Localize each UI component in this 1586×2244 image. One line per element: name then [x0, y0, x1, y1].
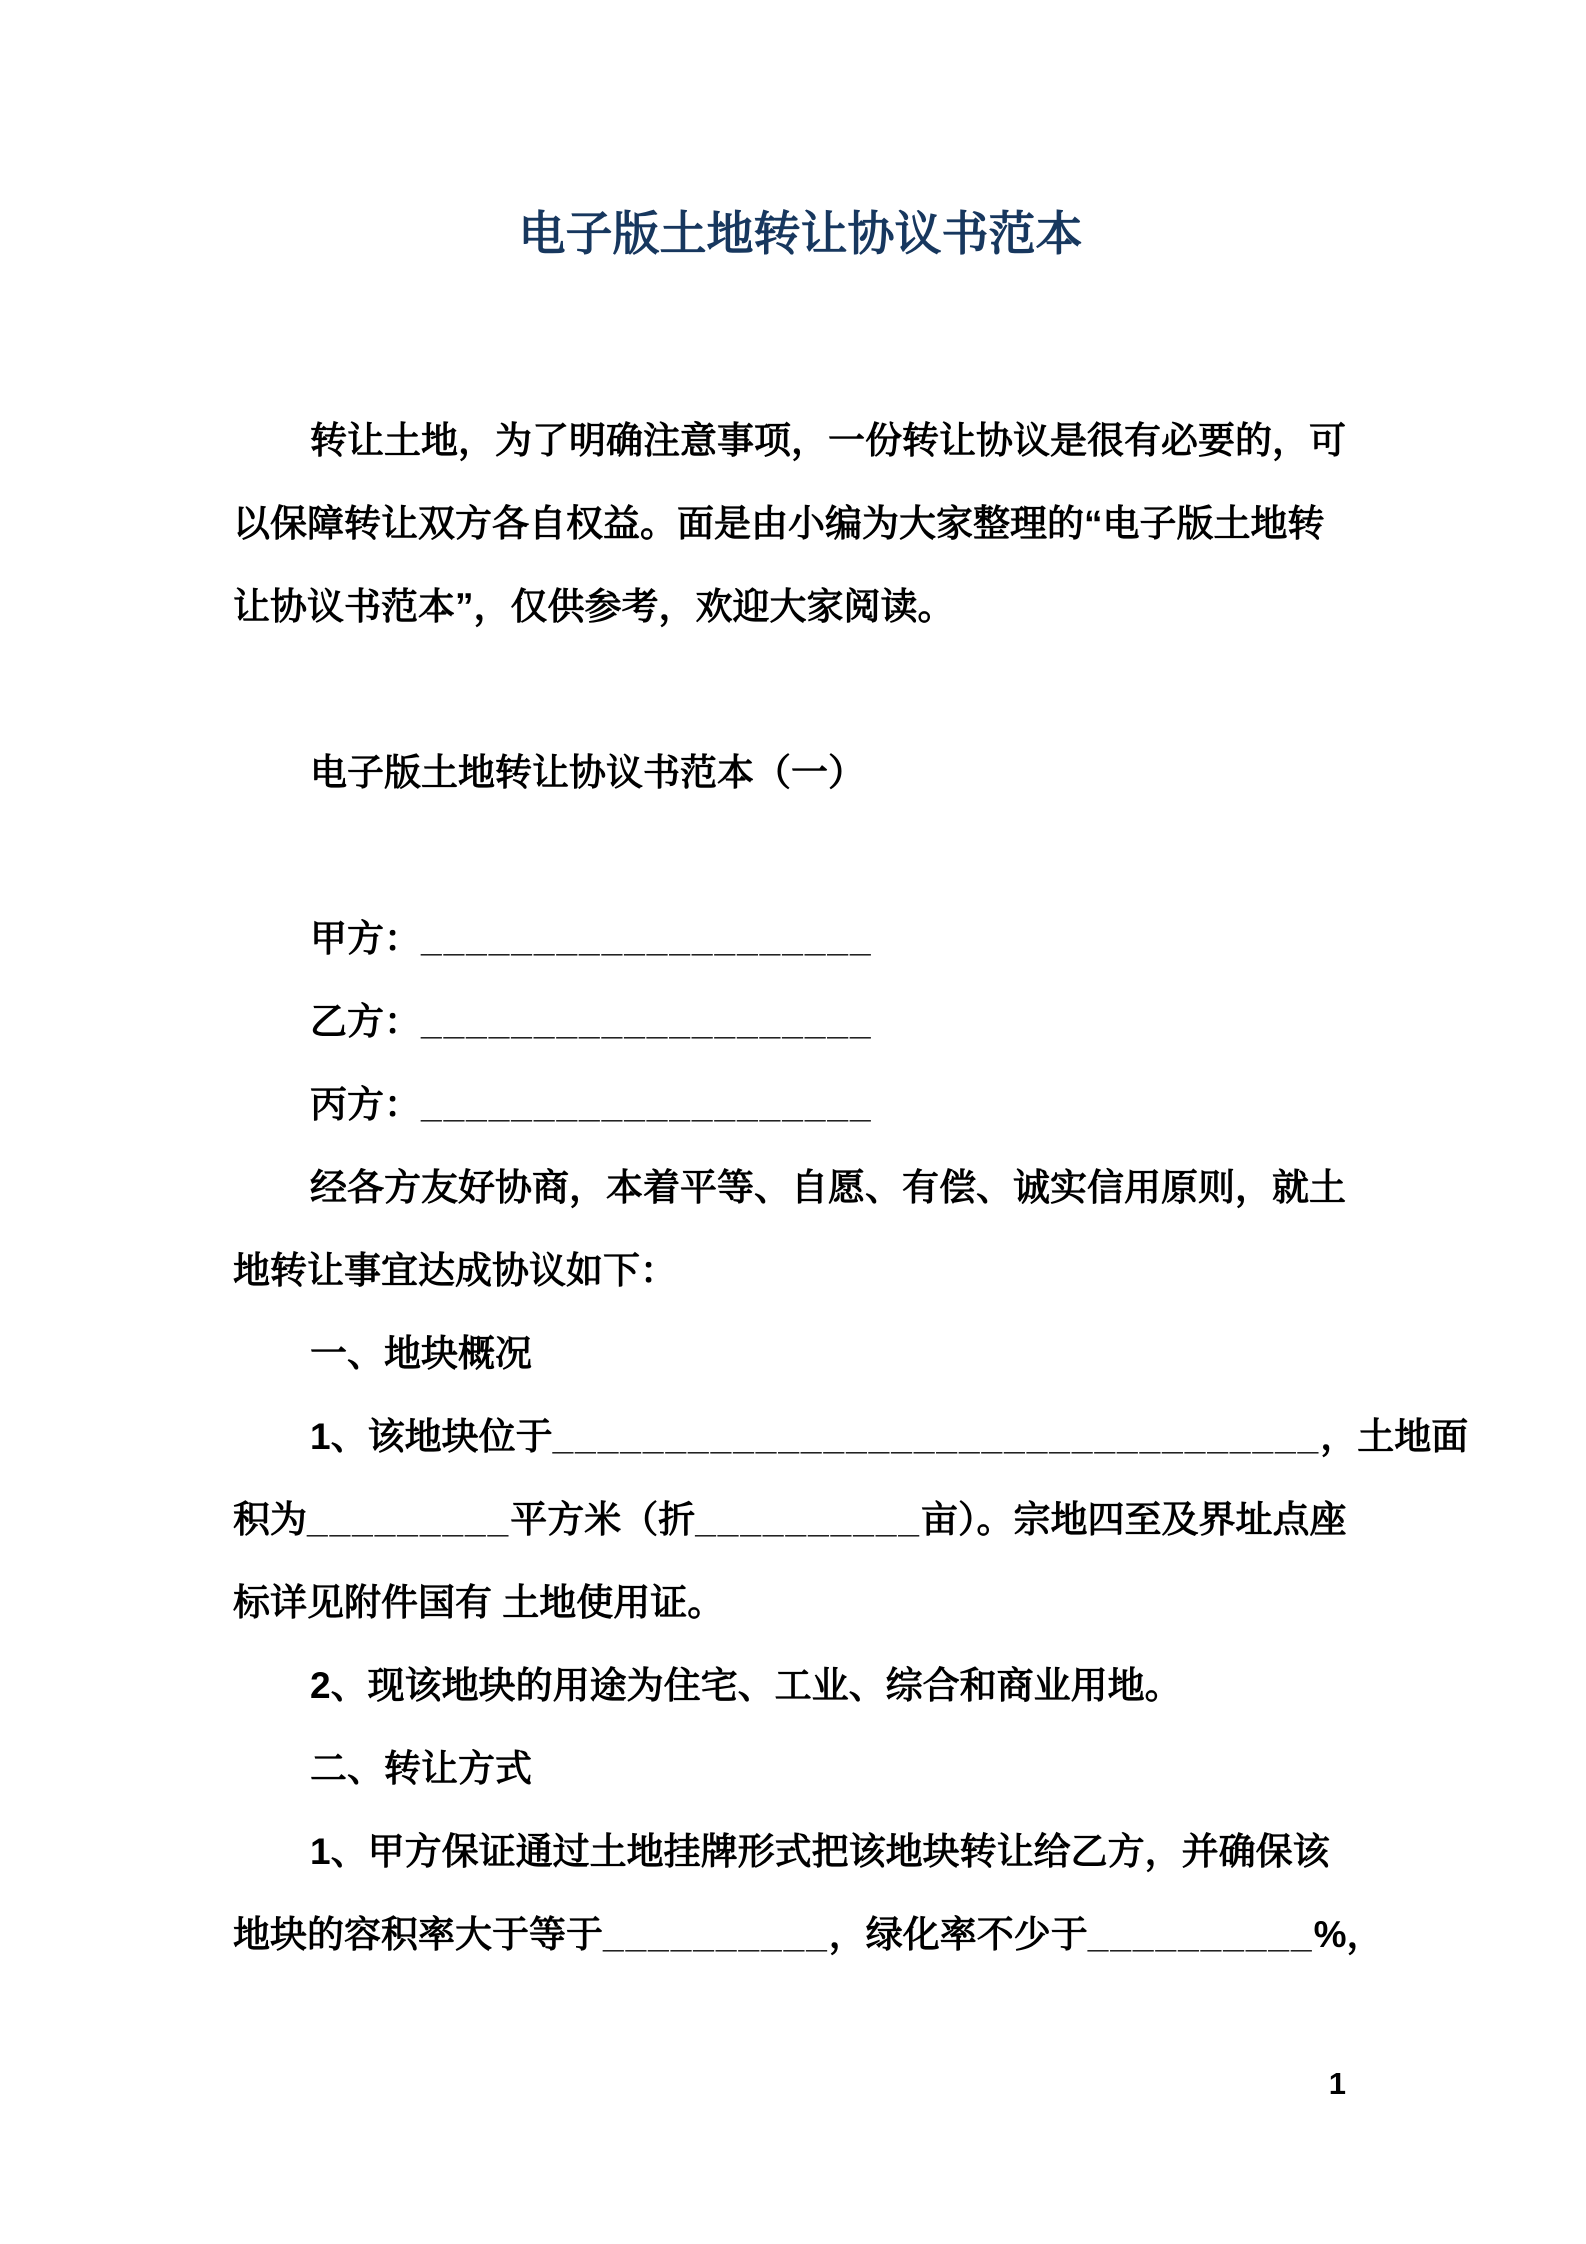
spacer-after-heading — [233, 814, 1368, 897]
blank-underline: __________ — [603, 1914, 829, 1955]
section-heading: 电子版土地转让协议书范本（一） — [310, 752, 865, 793]
document-body — [233, 202, 1469, 1976]
blank-underline: __________________________________ — [552, 1416, 1321, 1457]
clause-1-heading: 一、地块概况 — [310, 1333, 532, 1374]
clause-1-2-line: 2、现该地块的用途为住宅、工业、综合和商业用地。 — [310, 1665, 1182, 1706]
party-b-line: 乙方：____________________ — [310, 1001, 873, 1042]
blank-underline: __________ — [1087, 1914, 1314, 1955]
blank-underline: _________ — [307, 1499, 511, 1540]
clause-2-1-line-2: 地块的容积率大于等于__________，绿化率不少于__________%， — [233, 1914, 1384, 1955]
intro-line-2: 以保障转让双方各自权益。面是由小编为大家整理的“电子版土地转 — [233, 503, 1325, 544]
clause-2-1-line-1: 1、甲方保证通过土地挂牌形式把该地块转让给乙方，并确保该 — [310, 1831, 1330, 1872]
clause-1-1-line-3: 标详见附件国有 土地使用证。 — [233, 1582, 725, 1623]
intro-line-1: 转让土地，为了明确注意事项，一份转让协议是很有必要的，可 — [310, 420, 1346, 461]
clause-1-1-line-2: 积为_________平方米（折__________亩）。宗地四至及界址点座 — [233, 1499, 1347, 1540]
blank-underline: __________ — [695, 1499, 921, 1540]
spacer-after-title — [233, 316, 1368, 399]
clause-1-1-line-1: 1、该地块位于__________________________________，土地面 — [310, 1416, 1469, 1457]
blank-underline: ____________________ — [421, 1001, 873, 1042]
page-number: 1 — [1328, 2066, 1346, 2101]
blank-underline: ____________________ — [421, 1084, 873, 1125]
party-a-line: 甲方：____________________ — [310, 918, 873, 959]
preamble-line-2: 地转让事宜达成协议如下： — [233, 1250, 677, 1291]
preamble-line-1: 经各方友好协商，本着平等、自愿、有偿、诚实信用原则，就土 — [310, 1167, 1346, 1208]
spacer-after-intro — [233, 648, 1368, 731]
blank-underline: ____________________ — [421, 918, 873, 959]
clause-2-heading: 二、转让方式 — [310, 1748, 532, 1789]
party-c-line: 丙方：____________________ — [310, 1084, 873, 1125]
intro-line-3: 让协议书范本”，仅供参考，欢迎大家阅读。 — [233, 586, 955, 627]
document-title: 电子版土地转让协议书范本 — [518, 207, 1083, 260]
